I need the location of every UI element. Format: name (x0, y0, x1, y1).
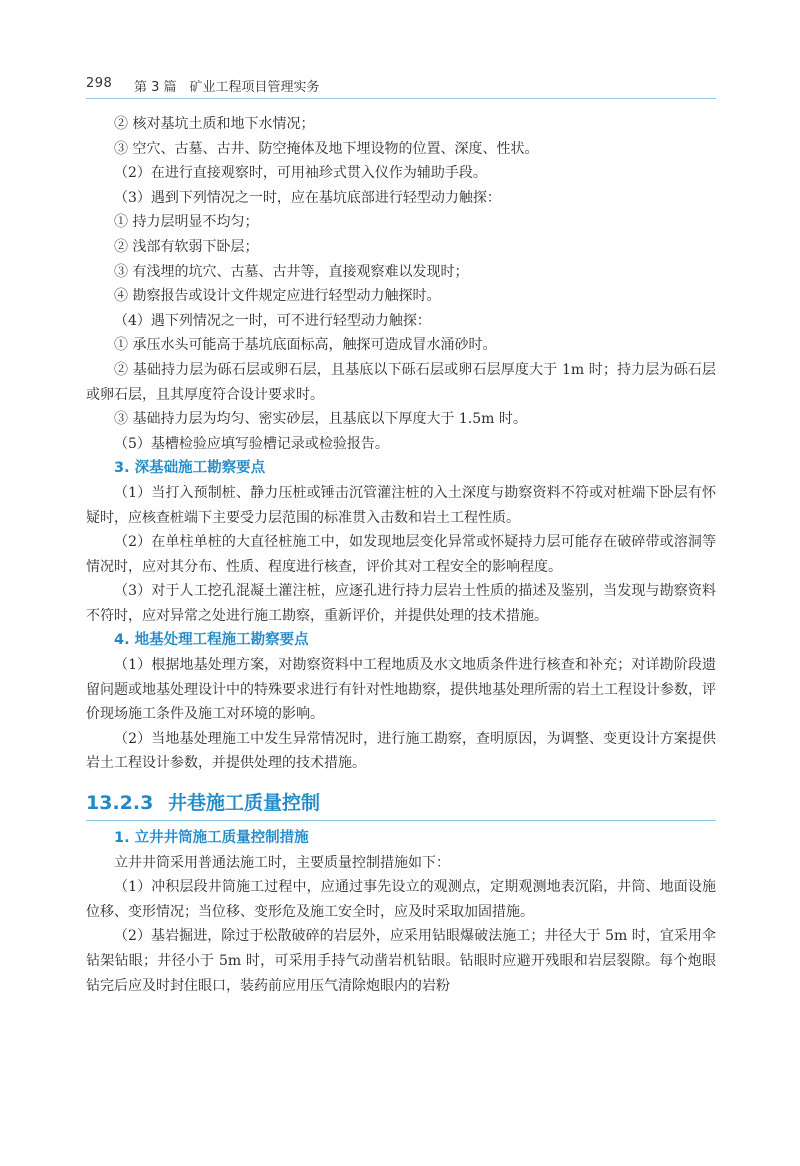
list-item: ② 浅部有软弱下卧层； (114, 238, 259, 255)
paragraph: （1）根据地基处理方案，对勘察资料中工程地质及水文地质条件进行核查和补充；对详勘阶段遗留问题或地基处理设计中的特殊要求进行有针对性地勘察，提供地基处理所需的岩土工程设计参数，评价现场施工条件及施工对环境的影响。 (86, 657, 716, 723)
paragraph: （2）在单柱单桩的大直径桩施工中，如发现地层变化异常或怀疑持力层可能存在破碎带或溶洞等情况时，应对其分布、性质、程度进行核查，评价其对工程安全的影响程度。 (86, 534, 716, 575)
subsection-heading: 3. 深基础施工勘察要点 (114, 460, 266, 477)
paragraph: （3）对于人工挖孔混凝土灌注桩，应逐孔进行持力层岩土性质的描述及鉴别，当发现与勘察资料不符时，应对异常之处进行施工勘察，重新评价，并提供处理的技术措施。 (86, 583, 716, 624)
section-number: 13.2.3 (86, 792, 154, 815)
paragraph: （1）当打入预制桩、静力压桩或锤击沉管灌注桩的入土深度与勘察资料不符或对桩端下卧层有怀疑时，应核查桩端下主要受力层范围的标准贯入击数和岩土工程性质。 (86, 484, 716, 526)
list-item: ③ 空穴、古墓、古井、防空掩体及地下埋设物的位置、深度、性状。 (114, 140, 539, 157)
section-rule (86, 820, 716, 821)
page-number: 298 (86, 76, 113, 91)
list-item: （2）在进行直接观察时，可用袖珍式贯入仪作为辅助手段。 (114, 165, 487, 182)
paragraph: （2）基岩掘进，除过于松散破碎的岩层外，应采用钻眼爆破法施工；井径大于 5m 时，宜采用伞钻架钻眼；井径小于 5m 时，可采用手持气动凿岩机钻眼。钻眼时应避开残眼和岩层裂隙。每个炮眼钻完后应及时封住眼口，装药前应用压气清除炮眼内的岩粉 (86, 928, 716, 994)
paragraph: （2）当地基处理施工中发生异常情况时，进行施工勘察，查明原因，为调整、变更设计方案提供岩土工程设计参数，并提供处理的技术措施。 (86, 730, 716, 772)
list-item: ① 承压水头可能高于基坑底面标高，触探可造成冒水涌砂时。 (114, 337, 497, 354)
list-item: ③ 基础持力层为均匀、密实砂层，且基底以下厚度大于 1.5m 时。 (114, 411, 527, 428)
list-item: ② 核对基坑土质和地下水情况； (114, 116, 315, 132)
list-item: ① 持力层明显不均匀； (114, 214, 259, 231)
page-body (86, 112, 716, 998)
list-item: （5）基槽检验应填写验槽记录或检验报告。 (114, 435, 389, 452)
header-rule (86, 98, 716, 99)
chapter-title: 第 3 篇 矿业工程项目管理实务 (134, 80, 320, 95)
running-header (86, 72, 716, 100)
section-title: 井巷施工质量控制 (168, 792, 321, 815)
section-heading (86, 790, 716, 816)
subsection-heading: 4. 地基处理工程施工勘察要点 (114, 632, 309, 649)
paragraph: 立井井筒采用普通法施工时，主要质量控制措施如下： (114, 854, 450, 871)
paragraph: （1）冲积层段井筒施工过程中，应通过事先设立的观测点，定期观测地表沉陷，井筒、地面设施位移、变形情况；当位移、变形危及施工安全时，应及时采取加固措施。 (86, 879, 716, 920)
list-item: ③ 有浅埋的坑穴、古墓、古井等，直接观察难以发现时； (114, 263, 469, 280)
paragraph: ② 基础持力层为砾石层或卵石层，且基底以下砾石层或卵石层厚度大于 1m 时；持力层为砾石层或卵石层，且其厚度符合设计要求时。 (86, 361, 716, 403)
list-item: ④ 勘察报告或设计文件规定应进行轻型动力触探时。 (114, 288, 441, 305)
subsection-heading: 1. 立井井筒施工质量控制措施 (114, 830, 309, 847)
list-item: （3）遇到下列情况之一时，应在基坑底部进行轻型动力触探： (114, 189, 501, 206)
list-item: （4）遇下列情况之一时，可不进行轻型动力触探： (114, 312, 431, 329)
